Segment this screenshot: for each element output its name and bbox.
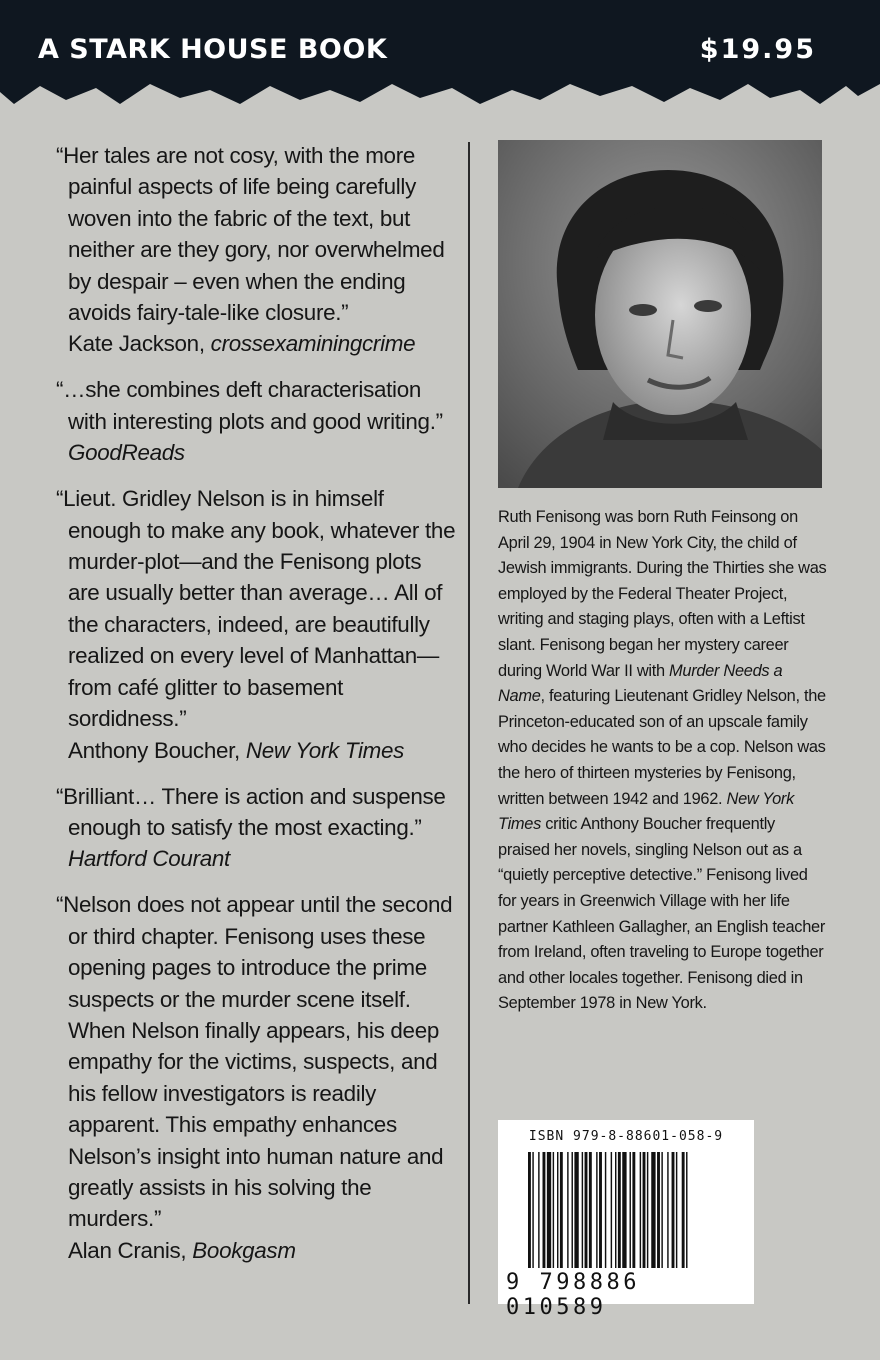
bio-text-1: Ruth Fenisong was born Ruth Feinsong on April 29, 1904 in New York City, the child of Jewish immigrants. During the Thirties she was employed by the Federal Theater Project, writing and staging plays, often with a Leftist slant. Fenisong began her mystery career during World War II with xyxy=(498,508,827,680)
barcode-bar xyxy=(647,1152,648,1268)
bio-text-2: , featuring Lieutenant Gridley Nelson, the Princeton-educated son of an upscale family who decides he wants to be a cop. Nelson was the hero of thirteen mysteries by Fenisong, written between 1942 and 1962. xyxy=(498,687,826,808)
barcode-bar xyxy=(557,1152,558,1268)
quote-source: Bookgasm xyxy=(192,1237,296,1263)
author-photo xyxy=(498,140,822,488)
quote-source: crossexaminingcrime xyxy=(210,331,416,357)
barcode-bar xyxy=(560,1152,563,1268)
author-biography xyxy=(498,505,828,1017)
quote-author: Anthony Boucher, xyxy=(68,737,240,763)
review-quotes xyxy=(56,140,456,1281)
review-quote xyxy=(56,374,456,468)
review-quote xyxy=(56,140,456,360)
quote-text: “…she combines deft characterisation with interesting plots and good writing.” xyxy=(56,377,443,434)
barcode-bar xyxy=(605,1152,606,1268)
bio-book-title: Murder Needs a Name xyxy=(498,661,783,706)
barcode-bar xyxy=(528,1152,531,1268)
isbn-barcode xyxy=(498,1120,754,1320)
quote-source: Hartford Courant xyxy=(68,846,230,872)
quote-source: GoodReads xyxy=(68,440,185,466)
barcode-bar xyxy=(599,1152,602,1268)
barcode-bar xyxy=(622,1152,626,1268)
barcode-bar xyxy=(532,1152,533,1268)
barcode-bar xyxy=(682,1152,685,1268)
price-label: $19.95 xyxy=(699,34,816,65)
quote-author: Kate Jackson, xyxy=(68,331,205,357)
barcode-bar xyxy=(585,1152,588,1268)
barcode-bar xyxy=(596,1152,597,1268)
barcode-bar xyxy=(547,1152,551,1268)
barcode-bar xyxy=(632,1152,635,1268)
barcode-bar xyxy=(651,1152,655,1268)
column-divider xyxy=(468,142,470,1304)
barcode-bar xyxy=(686,1152,687,1268)
barcode-bar xyxy=(572,1152,573,1268)
header-banner xyxy=(0,0,880,120)
barcode-bar xyxy=(589,1152,592,1268)
barcode-bar xyxy=(582,1152,583,1268)
barcode-bar xyxy=(611,1152,612,1268)
quote-attribution xyxy=(68,735,456,766)
barcode-bar xyxy=(657,1152,660,1268)
barcode-bar xyxy=(676,1152,677,1268)
barcode-bar xyxy=(538,1152,539,1268)
quote-text: “Her tales are not cosy, with the more painful aspects of life being carefully woven into the fabric of the text, but neither are they gory, nor overwhelmed by despair – even when the ending avoids fairy-tale-like closure.” xyxy=(56,143,445,326)
barcode-bar xyxy=(618,1152,621,1268)
barcode-bar xyxy=(630,1152,631,1268)
quote-text: “Lieut. Gridley Nelson is in himself enough to make any book, whatever the murder-plot—and the Fenisong plots are usually better than average… All of the characters, indeed, are beautifully realized on every level of Manhattan—from café glitter to basement sordidness.” xyxy=(56,486,456,732)
quote-attribution xyxy=(68,1235,456,1266)
review-quote xyxy=(56,781,456,875)
barcode-bar xyxy=(567,1152,568,1268)
quote-author: Alan Cranis, xyxy=(68,1237,187,1263)
publisher-name: A STARK HOUSE BOOK xyxy=(38,34,388,65)
barcode-bar xyxy=(574,1152,578,1268)
author-portrait-image xyxy=(498,140,822,488)
review-quote xyxy=(56,483,456,766)
barcode-bar xyxy=(553,1152,554,1268)
review-quote xyxy=(56,889,456,1266)
barcode-bar xyxy=(667,1152,668,1268)
quote-text: “Brilliant… There is action and suspense enough to satisfy the most exacting.” xyxy=(56,783,446,840)
barcode-bar xyxy=(672,1152,675,1268)
barcode-bar xyxy=(661,1152,662,1268)
quote-source: New York Times xyxy=(245,737,405,763)
quote-attribution xyxy=(68,328,456,359)
barcode-bar xyxy=(643,1152,646,1268)
barcode-bars xyxy=(528,1152,728,1272)
bio-text-3: critic Anthony Boucher frequently praised her novels, singling Nelson out as a “quietly perceptive detective.” Fenisong lived for years in Greenwich Village with her life partner Kathleen Gallagher, an English teacher from Ireland, often traveling to Europe together and other locales together. Fenisong died in September 1978 in New York. xyxy=(498,815,825,1013)
barcode-bar xyxy=(543,1152,546,1268)
isbn-label: ISBN 979-8-88601-058-9 xyxy=(528,1129,724,1144)
barcode-bar xyxy=(640,1152,641,1268)
barcode-number: 9 798886 010589 xyxy=(506,1270,640,1320)
quote-text: “Nelson does not appear until the second or third chapter. Fenisong uses these opening pages to introduce the prime suspects or the murder scene itself. When Nelson finally appears, his deep empathy for the victims, suspects, and his fellow investigators is readily apparent. This empathy enhances Nelson’s insight into human nature and greatly assists in his solving the murders.” xyxy=(56,892,453,1232)
bio-newspaper-name: New York Times xyxy=(498,789,794,834)
barcode-bar xyxy=(615,1152,616,1268)
